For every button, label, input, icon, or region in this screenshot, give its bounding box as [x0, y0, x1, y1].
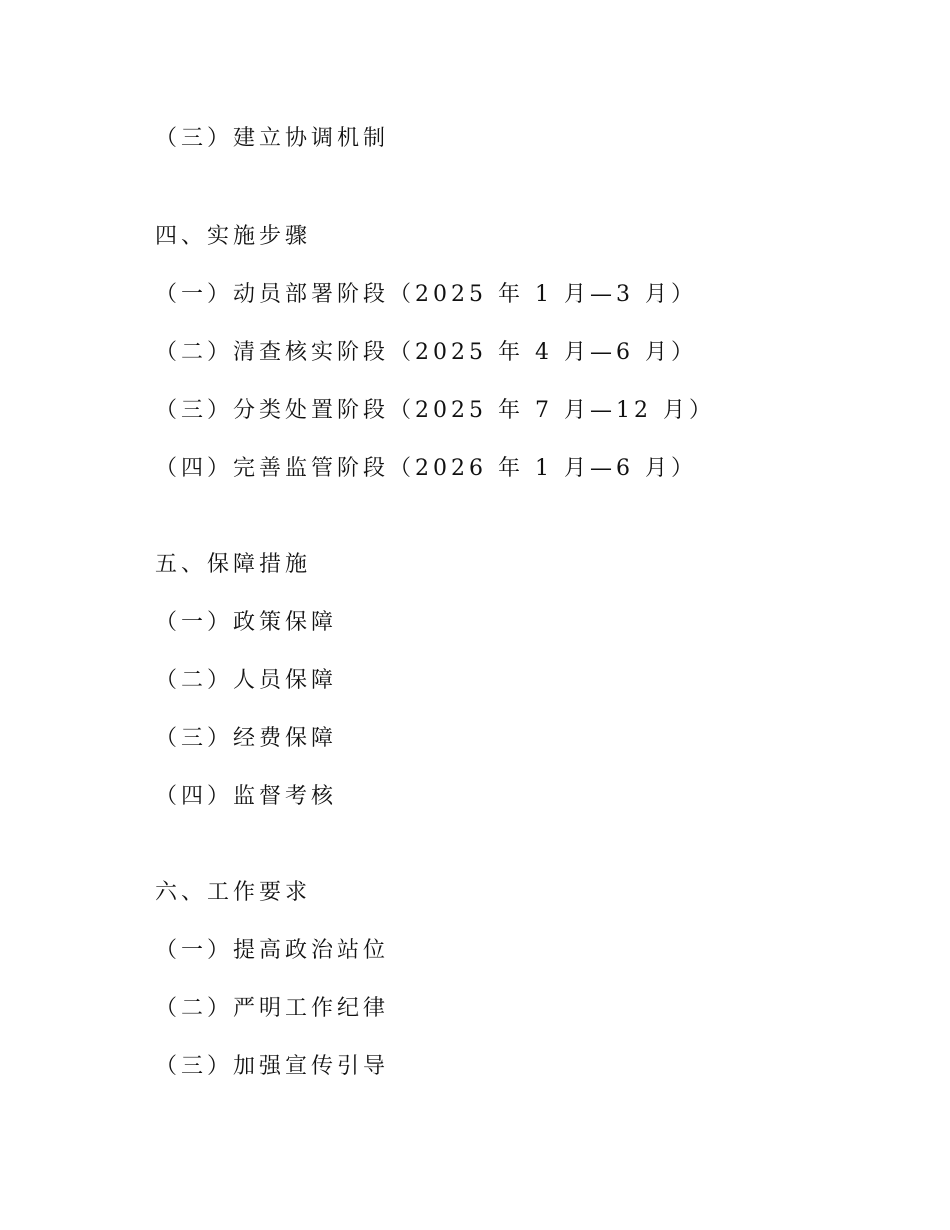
section-heading: 五、保障措施: [155, 552, 312, 577]
subsection-heading: （二）严明工作纪律: [155, 996, 390, 1021]
subsection-heading: （三）加强宣传引导: [155, 1054, 390, 1079]
subsection-heading: （一）提高政治站位: [155, 938, 390, 963]
subsection-heading: （四）监督考核: [155, 784, 338, 809]
subsection-heading: （二）人员保障: [155, 668, 338, 693]
subsection-heading: （二）清查核实阶段（2025 年 4 月—6 月）: [155, 340, 697, 365]
subsection-heading: （一）政策保障: [155, 610, 338, 635]
subsection-heading: （三）分类处置阶段（2025 年 7 月—12 月）: [155, 398, 715, 423]
section-heading: 四、实施步骤: [155, 224, 312, 249]
subsection-heading: （三）经费保障: [155, 726, 338, 751]
subsection-heading: （三）建立协调机制: [155, 126, 390, 151]
subsection-heading: （一）动员部署阶段（2025 年 1 月—3 月）: [155, 282, 697, 307]
section-heading: 六、工作要求: [155, 880, 312, 905]
subsection-heading: （四）完善监管阶段（2026 年 1 月—6 月）: [155, 456, 697, 481]
